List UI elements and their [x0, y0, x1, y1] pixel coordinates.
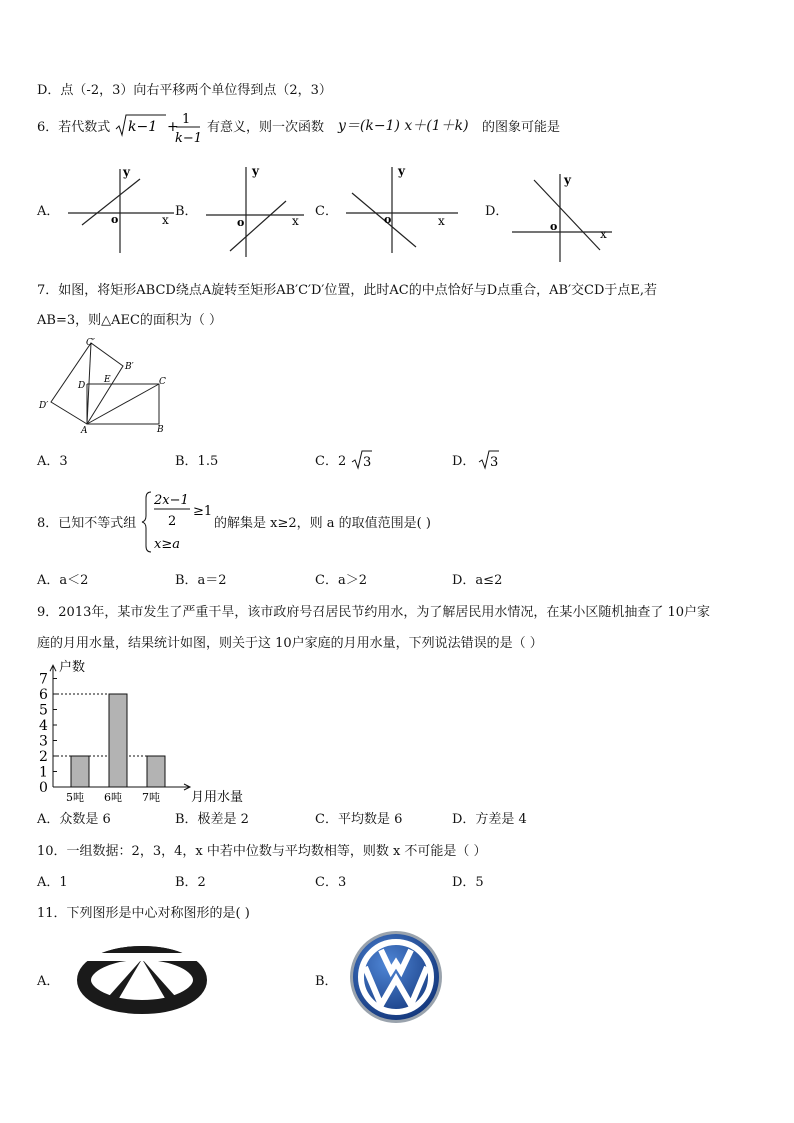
- q6-option-c: C．: [315, 204, 338, 219]
- q6-graph-b: [200, 163, 310, 263]
- q7-label-b1: B′: [125, 362, 134, 372]
- q6d-o-label: o: [550, 220, 558, 233]
- svg-text:+: +: [167, 119, 179, 135]
- q8-stem-prefix: 8．已知不等式组: [37, 516, 137, 531]
- bar-2: [147, 756, 165, 787]
- q6a-y-label: y: [123, 165, 130, 179]
- q7-label-c: C: [159, 377, 166, 387]
- q7-option-b: B．1.5: [175, 454, 219, 469]
- q6b-o-label: o: [237, 216, 245, 229]
- q11-stem: 11．下列图形是中心对称图形的是( ): [37, 906, 250, 921]
- q11-logo-a-icon: [75, 945, 210, 1015]
- q6-stem-mid: 有意义，则一次函数: [207, 120, 325, 135]
- x-tick-label: 6吨: [104, 791, 122, 804]
- q7-sqrt-c: [351, 449, 373, 471]
- q6-radicand: k−1: [128, 119, 158, 135]
- q8-option-b: B．a＝2: [175, 573, 227, 588]
- q7-label-a: A: [81, 426, 88, 436]
- q8-stem-suffix: 的解集是 x≥2，则 a 的取值范围是( ): [214, 516, 431, 531]
- q6-function: y＝(k−1) x＋(1＋k): [338, 118, 469, 134]
- q8-ineq2: x≥a: [154, 537, 180, 552]
- q7-sqrt-d: [478, 449, 500, 471]
- bar-1: [109, 694, 127, 787]
- q7-option-c: C．2: [315, 454, 347, 469]
- q6-stem-suffix: 的图象可能是: [482, 120, 561, 135]
- q9-chart-bars: [71, 694, 165, 787]
- q6b-y-label: y: [252, 164, 259, 178]
- q7-option-a: A．3: [37, 454, 68, 469]
- q6-graph-c: [340, 163, 465, 258]
- q7-label-d: D: [78, 381, 86, 391]
- q8-ineq1-den: 2: [168, 514, 177, 529]
- q6-graph-d: [508, 170, 618, 265]
- q6a-o-label: o: [111, 213, 119, 226]
- q9-option-b: B．极差是 2: [175, 812, 249, 827]
- q6c-y-label: y: [398, 164, 405, 178]
- q9-stem-line1: 9．2013年，某市发生了严重干旱，该市政府号召居民节约用水，为了解居民用水情况，在某小区随机抽查了 10户家: [37, 605, 711, 620]
- q10-option-c: C．3: [315, 875, 347, 890]
- x-tick-label: 5吨: [66, 791, 84, 804]
- q6-frac-num: 1: [182, 112, 191, 127]
- q8-option-d: D．a≤2: [452, 573, 503, 588]
- y-tick-label: 1: [39, 764, 48, 781]
- q9-option-d: D．方差是 4: [452, 812, 527, 827]
- svg-text:3: 3: [490, 455, 499, 470]
- q6-expression: [114, 109, 204, 149]
- q10-option-a: A．1: [37, 875, 68, 890]
- q6-stem-prefix: 6．若代数式: [37, 120, 111, 135]
- q9-option-c: C．平均数是 6: [315, 812, 403, 827]
- y-tick-label: 0: [39, 780, 48, 796]
- q7-label-e: E: [104, 375, 111, 385]
- q6d-y-label: y: [564, 173, 571, 187]
- q6-option-b: B．: [175, 204, 198, 219]
- q6-graph-a: [62, 163, 182, 258]
- q11-option-a: A．: [37, 974, 60, 989]
- y-tick-label: 4: [39, 718, 48, 734]
- y-tick-label: 2: [39, 749, 48, 765]
- q7-label-c1: C′: [86, 338, 95, 348]
- q8-inequality-system: [142, 489, 217, 555]
- x-tick-label: 7吨: [142, 791, 160, 804]
- q6-option-a: A．: [37, 204, 60, 219]
- q10-stem: 10．一组数据：2，3，4，x 中若中位数与平均数相等，则数 x 不可能是（ ）: [37, 844, 487, 859]
- q10-option-b: B．2: [175, 875, 206, 890]
- x-axis-label: 月用水量: [191, 790, 244, 805]
- q7-label-d1: D′: [39, 401, 49, 411]
- q6c-x-label: x: [438, 214, 445, 228]
- q7-stem-line2: AB=3，则△AEC的面积为（ ）: [37, 313, 223, 328]
- q9-chart-labels: [39, 659, 243, 805]
- q6-frac-den: k−1: [175, 131, 203, 146]
- q6a-x-label: x: [162, 213, 169, 227]
- q6c-o-label: o: [384, 213, 392, 226]
- q6b-x-label: x: [292, 214, 299, 228]
- q8-ineq1-num: 2x−1: [154, 493, 189, 508]
- y-axis-label: 户数: [59, 660, 86, 676]
- q7-figure: [36, 334, 176, 440]
- bar-0: [71, 756, 89, 787]
- q11-option-b: B．: [315, 974, 338, 989]
- q8-ineq1-rhs: ≥1: [193, 504, 213, 519]
- q7-label-b: B: [157, 425, 164, 435]
- q9-bar-chart: [30, 655, 260, 807]
- q10-option-d: D．5: [452, 875, 484, 890]
- q6d-x-label: x: [600, 227, 607, 241]
- y-tick-label: 6: [39, 687, 48, 703]
- q8-option-a: A．a＜2: [37, 573, 89, 588]
- q6-option-d: D．: [485, 204, 509, 219]
- q9-stem-line2: 庭的月用水量，结果统计如图，则关于这 10户家庭的月用水量，下列说法错误的是（ ）: [37, 636, 543, 651]
- q7-stem-line1: 7．如图，将矩形ABCD绕点A旋转至矩形AB′C′D′位置，此时AC的中点恰好与D点重合，AB′交CD于点E,若: [37, 283, 658, 298]
- q5-option-d: D．点（-2，3）向右平移两个单位得到点（2，3）: [37, 83, 332, 98]
- y-tick-label: 7: [39, 671, 48, 688]
- q8-option-c: C．a＞2: [315, 573, 367, 588]
- q7-option-d: D．: [452, 454, 476, 469]
- q11-logo-b-icon: [348, 929, 444, 1025]
- svg-text:3: 3: [363, 455, 372, 470]
- y-tick-label: 3: [39, 733, 48, 750]
- y-tick-label: 5: [39, 702, 48, 719]
- q9-option-a: A．众数是 6: [37, 812, 111, 827]
